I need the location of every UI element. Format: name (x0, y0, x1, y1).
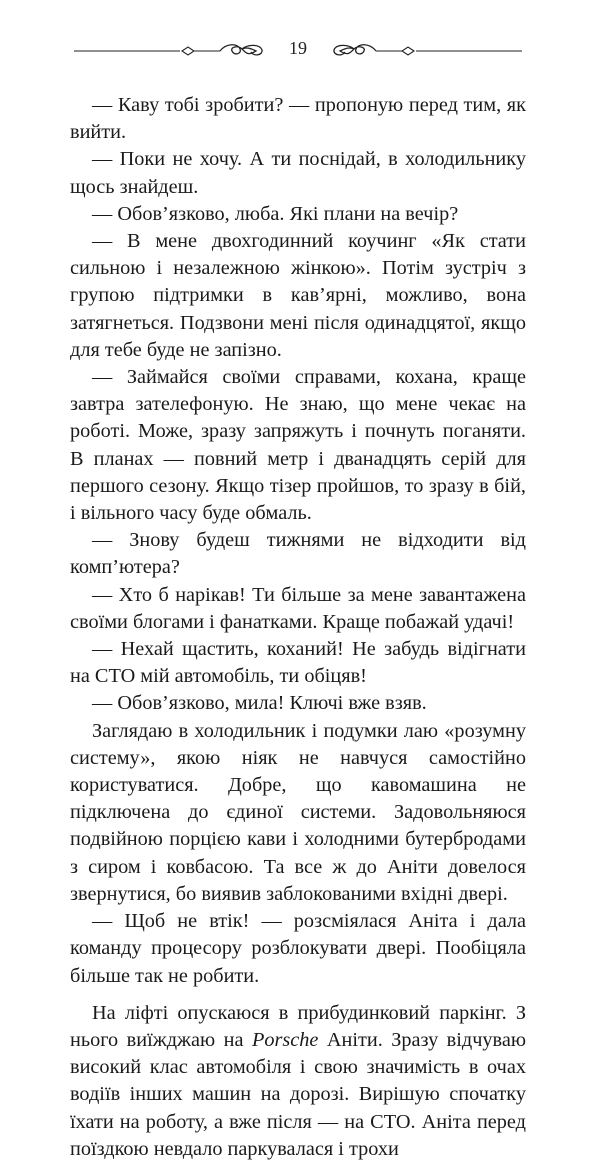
paragraph (70, 527, 526, 581)
paragraph-text: Заглядаю в холодильник і подумки лаю «розумну систему», якою ніяк не навчуся самостійно користуватися. Добре, що кавомашина не підключена до єдиної системи. Задовольняюся подвійною порцією кави і холодними бутербродами з сиром і ковбасою. Та все ж до Аніти довелося звернутися, бо виявив заблокованими вхідні двері. (70, 719, 526, 905)
paragraph (70, 228, 526, 364)
body-text (70, 92, 526, 1163)
paragraph (70, 201, 526, 228)
paragraph-text: — Обов’язково, люба. Які плани на вечір? (92, 202, 459, 225)
paragraph-text: — Каву тобі зробити? — пропоную перед тим, як вийти. (70, 94, 526, 144)
paragraph-text: — Займайся своїми справами, кохана, краще завтра зателефоную. Не знаю, що мене чекає на роботі. Може, зразу запряжуть і почнуть поганяти. В планах — повний метр і дванадцять серій для першого сезону. Якщо тізер пройшов, то зразу в бій, і вільного часу буде обмаль. (70, 366, 526, 525)
paragraph (70, 636, 526, 690)
paragraph-text: — Поки не хочу. А ти поснідай, в холодильнику щось знайдеш. (70, 148, 526, 198)
paragraph (70, 908, 526, 990)
paragraph (70, 92, 526, 146)
paragraph-text: — Нехай щастить, коханий! Не забудь відігнати на СТО мій автомобіль, ти обіцяв! (70, 638, 526, 688)
paragraph (70, 364, 526, 527)
paragraph (70, 1000, 526, 1163)
paragraph-text: — В мене двохгодинний коучинг «Як стати сильною і незалежною жінкою». Потім зустріч з групою підтримки в кав’ярні, можливо, вона затягнеться. Подзвони мені після одинадцятої, якщо для тебе буде не запізно. (70, 230, 526, 361)
paragraph-text: На ліфті опускаюся в прибудинковий паркінг. З нього виїжджаю на (70, 1001, 526, 1051)
paragraph-text: — Щоб не втік! — розсміялася Аніта і дала команду процесору розблокувати двері. Пообіцяла більше так не робити. (70, 910, 526, 987)
page-number: 19 (289, 38, 307, 58)
paragraph (70, 690, 526, 717)
page-header (70, 30, 526, 74)
paragraph (70, 146, 526, 200)
right-ornament-icon (326, 40, 526, 62)
car-brand: Porsche (251, 1028, 319, 1051)
paragraph-text: — Хто б нарікав! Ти більше за мене завантажена своїми блогами і фанатками. Краще побажай удачі! (70, 583, 526, 633)
paragraph (70, 718, 526, 908)
paragraph-text: — Знову будеш тижнями не відходити від комп’ютера? (70, 529, 526, 579)
paragraph-text: — Обов’язково, мила! Ключі вже взяв. (92, 692, 427, 715)
paragraph-text: Аніти. Зразу відчуваю високий клас автомобіля і свою значимість в очах водіїв інших машин на дорозі. Вирішую спочатку їхати на роботу, а вже після — на СТО. Аніта перед поїздкою невдало паркувалася і трохи (70, 1028, 527, 1160)
paragraph (70, 582, 526, 636)
